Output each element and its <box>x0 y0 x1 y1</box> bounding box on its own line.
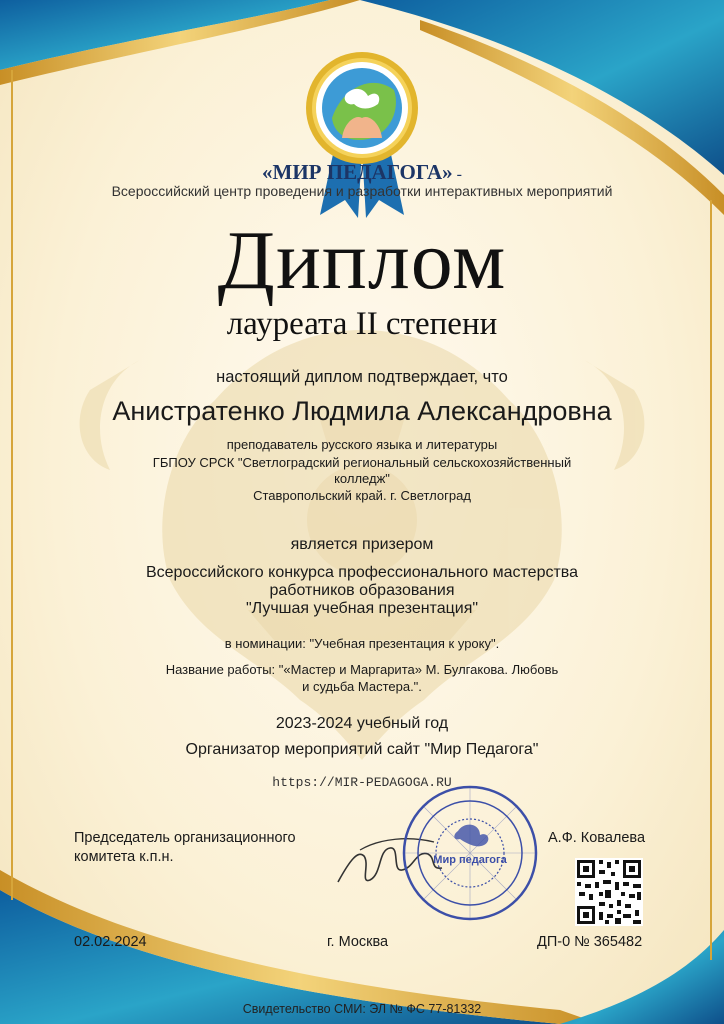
diploma-degree: лауреата II степени <box>226 306 498 342</box>
diploma-title: Диплом <box>217 214 507 307</box>
qr-code-icon <box>575 858 643 926</box>
award-status: является призером <box>290 536 434 553</box>
institution-line-1: ГБПОУ СРСК "Светлоградский региональный сельскохозяйственный <box>152 455 572 470</box>
chair-title <box>74 829 296 867</box>
issue-date: 02.02.2024 <box>74 934 147 950</box>
recipient-location: Ставропольский край. г. Светлоград <box>253 488 471 503</box>
nomination: в номинации: "Учебная презентация к уроку". <box>224 636 500 651</box>
work-title-line-1: Название работы: "«Мастер и Маргарита» М. Булгакова. Любовь <box>165 662 559 677</box>
confirm-text: настоящий диплом подтверждает, что <box>216 368 508 386</box>
chair-title-line-2: комитета к.п.н. <box>74 849 174 865</box>
issue-city: г. Москва <box>327 934 389 950</box>
stamp-center-text: Мир педагога <box>433 854 507 866</box>
diploma-number: ДП-0 № 365482 <box>537 934 643 950</box>
official-stamp <box>400 783 540 923</box>
recipient-name: Анистратенко Людмила Александровна <box>112 396 612 426</box>
school-year: 2023-2024 учебный год <box>275 715 449 732</box>
institution-line-2: колледж" <box>334 471 390 486</box>
website-url[interactable]: https://MIR-PEDAGOGA.RU <box>272 775 452 790</box>
signer-name: А.Ф. Ковалева <box>548 830 646 846</box>
organizer: Организатор мероприятий сайт "Мир Педагога" <box>185 741 539 758</box>
work-title-line-2: и судьба Мастера.". <box>302 679 422 694</box>
contest-line-3: "Лучшая учебная презентация" <box>245 600 479 617</box>
contest-line-2: работников образования <box>269 582 455 599</box>
contest-line-1: Всероссийского конкурса профессионального мастерства <box>145 564 579 581</box>
chair-title-line-1: Председатель организационного <box>74 830 296 846</box>
org-name: «МИР ПЕДАГОГА» <box>262 160 453 184</box>
org-header <box>0 160 724 185</box>
org-description: Всероссийский центр проведения и разработки интерактивных мероприятий <box>111 183 613 199</box>
recipient-position: преподаватель русского языка и литературы <box>226 437 498 452</box>
media-certificate: Свидетельство СМИ: ЭЛ № ФС 77-81332 <box>242 1002 482 1016</box>
org-dash: - <box>456 166 462 183</box>
